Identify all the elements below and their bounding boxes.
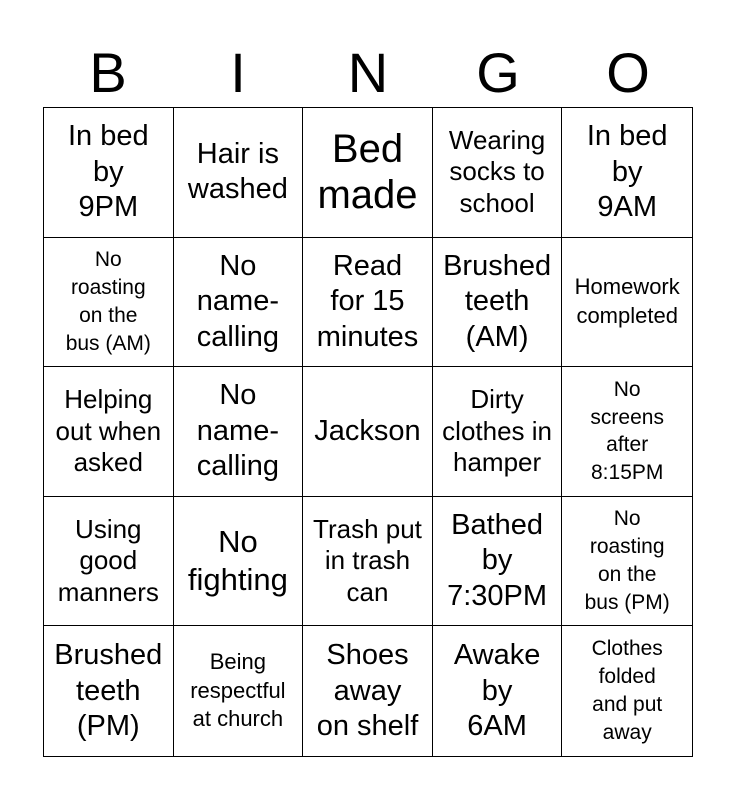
bingo-cell-text: Being respectful at church — [190, 649, 286, 732]
bingo-cell-text: Shoes away on shelf — [316, 639, 419, 742]
bingo-cell-text: Using good manners — [57, 513, 159, 607]
bingo-cell-r1c3[interactable] — [303, 108, 433, 238]
bingo-cell-text: Awake by 6AM — [453, 639, 541, 742]
bingo-cell-r2c3[interactable] — [303, 238, 433, 368]
bingo-cell-r3c4[interactable] — [433, 367, 563, 497]
header-letter-o: O — [606, 41, 650, 104]
bingo-cell-r4c3[interactable] — [303, 497, 433, 627]
bingo-cell-r5c1[interactable] — [44, 626, 174, 756]
bingo-board — [43, 107, 693, 757]
bingo-cell-r2c5[interactable] — [562, 238, 692, 368]
bingo-cell-text: No name- calling — [196, 379, 279, 483]
bingo-cell-text: No name- calling — [196, 249, 279, 353]
bingo-cell-r4c5[interactable] — [562, 497, 692, 627]
bingo-header — [43, 38, 693, 108]
header-letter-i: I — [230, 41, 246, 104]
bingo-cell-text: Helping out when asked — [55, 383, 162, 478]
bingo-cell-r4c1[interactable] — [44, 497, 174, 627]
bingo-cell-text: Bed made — [317, 127, 418, 218]
bingo-cell-text: No roasting on the bus (PM) — [584, 507, 670, 615]
bingo-cell-text: Dirty clothes in hamper — [442, 383, 553, 478]
bingo-cell-text: In bed by 9AM — [586, 120, 668, 223]
header-letter-n: N — [347, 41, 389, 104]
bingo-cell-r4c4[interactable] — [433, 497, 563, 627]
bingo-cell-text: Wearing socks to school — [448, 124, 546, 219]
header-letter-b: B — [89, 41, 127, 104]
bingo-cell-text: Homework completed — [574, 274, 680, 328]
bingo-cell-r2c4[interactable] — [433, 238, 563, 368]
bingo-cell-r1c4[interactable] — [433, 108, 563, 238]
bingo-cell-r3c5[interactable] — [562, 367, 692, 497]
bingo-cell-text: Brushed teeth (AM) — [443, 249, 552, 353]
bingo-cell-r4c2[interactable] — [174, 497, 304, 627]
bingo-cell-text: Bathed by 7:30PM — [447, 509, 548, 612]
bingo-cell-text: No fighting — [187, 524, 288, 598]
bingo-cell-r5c3[interactable] — [303, 626, 433, 756]
bingo-cell-text: Read for 15 minutes — [316, 249, 419, 353]
bingo-cell-text: Clothes folded and put away — [591, 637, 663, 745]
bingo-cell-r3c2[interactable] — [174, 367, 304, 497]
bingo-cell-r3c1[interactable] — [44, 367, 174, 497]
bingo-cell-r1c5[interactable] — [562, 108, 692, 238]
bingo-cell-r5c2[interactable] — [174, 626, 304, 756]
bingo-cell-text: Hair is washed — [187, 137, 288, 206]
bingo-cell-text: Brushed teeth (PM) — [54, 639, 163, 742]
bingo-cell-r1c1[interactable] — [44, 108, 174, 238]
bingo-cell-r2c2[interactable] — [174, 238, 304, 368]
bingo-cell-r5c4[interactable] — [433, 626, 563, 756]
bingo-cell-text: No screens after 8:15PM — [590, 377, 664, 485]
bingo-cell-r3c3[interactable] — [303, 367, 433, 497]
header-letter-g: G — [476, 41, 520, 104]
bingo-cell-text: No roasting on the bus (AM) — [65, 248, 151, 355]
bingo-cell-r5c5[interactable] — [562, 626, 692, 756]
bingo-cell-text: In bed by 9PM — [67, 120, 149, 223]
bingo-cell-text: Trash put in trash can — [313, 513, 422, 607]
bingo-cell-r2c1[interactable] — [44, 238, 174, 368]
bingo-cell-text: Jackson — [314, 414, 421, 447]
bingo-cell-r1c2[interactable] — [174, 108, 304, 238]
